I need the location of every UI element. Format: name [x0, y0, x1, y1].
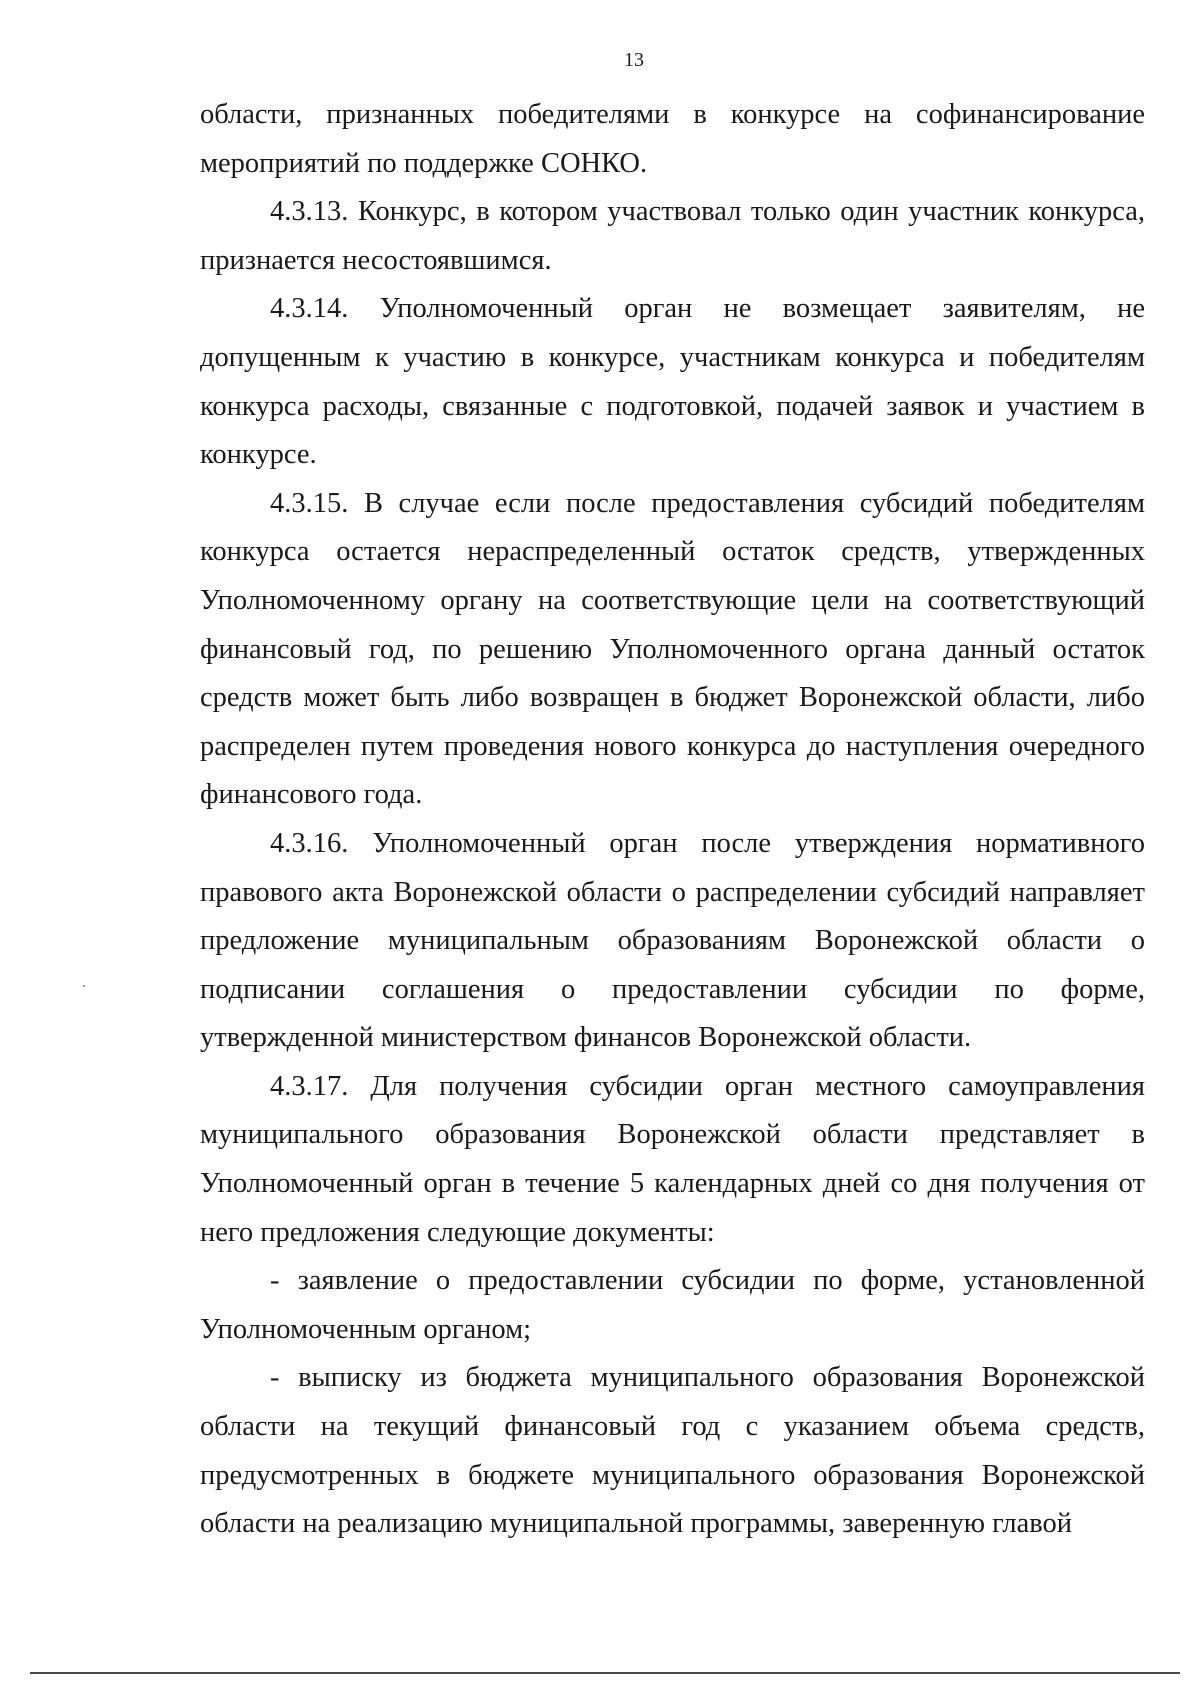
paragraph-4-3-13: 4.3.13. Конкурс, в котором участвовал только один участник конкурса, признается несостоявшимся. — [200, 196, 1145, 276]
paragraph-4-3-17: 4.3.17. Для получения субсидии орган местного самоуправления муниципального образования Воронежской области представляет в Уполномоченный орган в течение 5 календарных дней со дня получения от него предложения следующие документы: — [200, 1070, 1145, 1248]
scan-edge-line — [30, 1672, 1180, 1674]
document-body — [200, 91, 1145, 1549]
paragraph-4-3-14: 4.3.14. Уполномоченный орган не возмещает заявителям, не допущенным к участию в конкурсе, участникам конкурса и победителям конкурса расходы, связанные с подготовкой, подачей заявок и участием в конкурсе. — [200, 293, 1145, 471]
paragraph-4-3-16: 4.3.16. Уполномоченный орган после утверждения нормативного правового акта Воронежской области о распределении субсидий направляет предложение муниципальным образованиям Воронежской области о подписании соглашения о предоставлении субсидии по форме, утвержденной министерством финансов Воронежской области. — [200, 827, 1145, 1054]
paragraph-4-3-15: 4.3.15. В случае если после предоставления субсидий победителям конкурса остается нераспределенный остаток средств, утвержденных Уполномоченному органу на соответствующие цели на соответствующий финансовый год, по решению Уполномоченного органа данный остаток средств может быть либо возвращен в бюджет Воронежской области, либо распределен путем проведения нового конкурса до наступления очередного финансового года. — [200, 487, 1145, 811]
page-number: 13 — [624, 49, 644, 71]
list-item-application: - заявление о предоставлении субсидии по форме, установленной Уполномоченным органом; — [200, 1265, 1145, 1345]
scan-artifact-speck — [83, 985, 85, 987]
paragraph-continuation: области, признанных победителями в конкурсе на софинансирование мероприятий по поддержке СОНКО. — [200, 99, 1145, 179]
list-item-budget-extract: - выписку из бюджета муниципального образования Воронежской области на текущий финансовый год с указанием объема средств, предусмотренных в бюджете муниципального образования Воронежской области на реализацию муниципальной программы, заверенную главой — [200, 1362, 1145, 1540]
